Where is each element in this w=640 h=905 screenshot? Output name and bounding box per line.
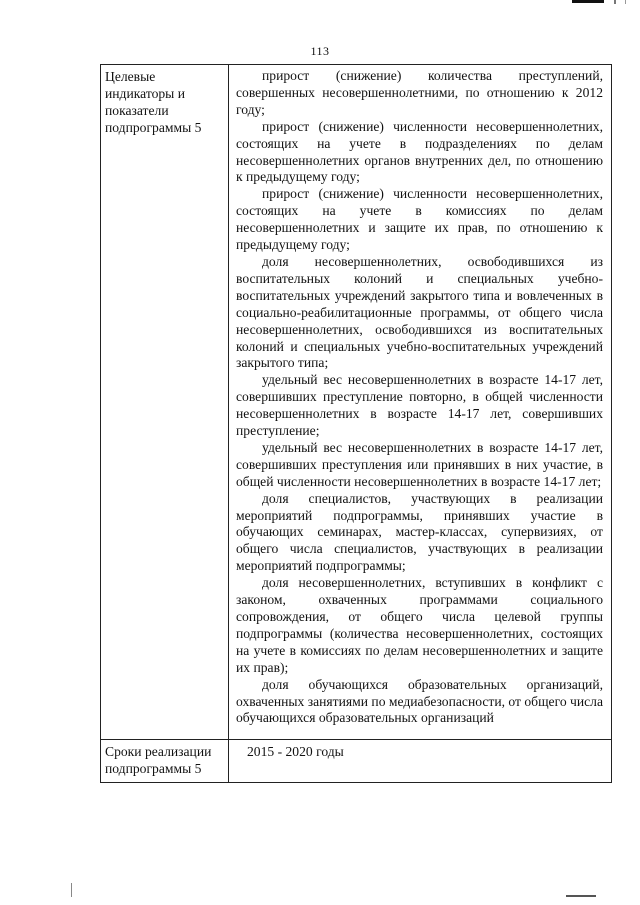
timeline-content-cell [229, 740, 612, 783]
indicator-item: доля обучающихся образовательных организаций, охваченных занятиями по медиабезопасности, от общего числа обучающихся образовательных организаций [236, 676, 603, 726]
indicator-item: доля несовершеннолетних, освободившихся из воспитательных колоний и специальных учебно-воспитательных учреждений закрытого типа и вовлеченных в социально-реабилитационные программы, от общего числа несовершеннолетних, освободившихся из воспитательных колоний и специальных учебно-воспитательных учреждений закрытого типа; [236, 253, 603, 371]
timeline-value: 2015 - 2020 годы [247, 744, 344, 760]
subprogram-passport-table [100, 64, 612, 783]
scan-artifact-top [625, 0, 626, 4]
indicator-item: доля несовершеннолетних, вступивших в конфликт с законом, охваченных программами социального сопровождения, от общего числа целевой группы подпрограммы (количества несовершеннолетних, состоящих на учете в комиссиях по делам несовершеннолетних и защите их прав); [236, 575, 603, 675]
indicators-label-cell [101, 65, 229, 740]
indicator-item: прирост (снижение) количества преступлений, совершенных несовершеннолетними, по отношению к 2012 году; [236, 68, 603, 117]
indicator-item: удельный вес несовершеннолетних в возрасте 14-17 лет, совершивших преступление повторно, в общей численности несовершеннолетних в возрасте 14-17 лет, совершивших преступление; [236, 372, 603, 439]
timeline-label: Сроки реализации подпрограммы 5 [105, 744, 212, 777]
indicator-item: прирост (снижение) численности несовершеннолетних, состоящих на учете в подразделениях по делам несовершеннолетних органов внутренних дел, по отношению к предыдущему году; [236, 118, 603, 185]
timeline-label-cell [101, 740, 229, 783]
indicators-content-cell [229, 65, 612, 740]
table-row-timeline [101, 740, 612, 783]
scan-artifact-top [614, 0, 616, 4]
scan-artifact-top [572, 0, 604, 3]
page-number: 113 [310, 44, 330, 58]
table-row-indicators [101, 65, 612, 740]
scan-artifact-bottom [71, 883, 72, 897]
indicator-item: доля специалистов, участвующих в реализации мероприятий подпрограммы, принявших участие в обучающих семинарах, мастер-классах, супервизиях, от общего числа специалистов, участвующих в реализации мероприятий подпрограммы; [236, 490, 603, 574]
indicator-item: прирост (снижение) численности несовершеннолетних, состоящих на учете в комиссиях по делам несовершеннолетних и защите их прав, по отношению к предыдущему году; [236, 186, 603, 253]
indicators-label: Целевые индикаторы и показатели подпрограммы 5 [105, 69, 202, 135]
scan-artifact-bottom [566, 895, 596, 897]
indicator-item: удельный вес несовершеннолетних в возрасте 14-17 лет, совершивших преступления или принявших в них участие, в общей численности несовершеннолетних в возрасте 14-17 лет; [236, 439, 603, 489]
